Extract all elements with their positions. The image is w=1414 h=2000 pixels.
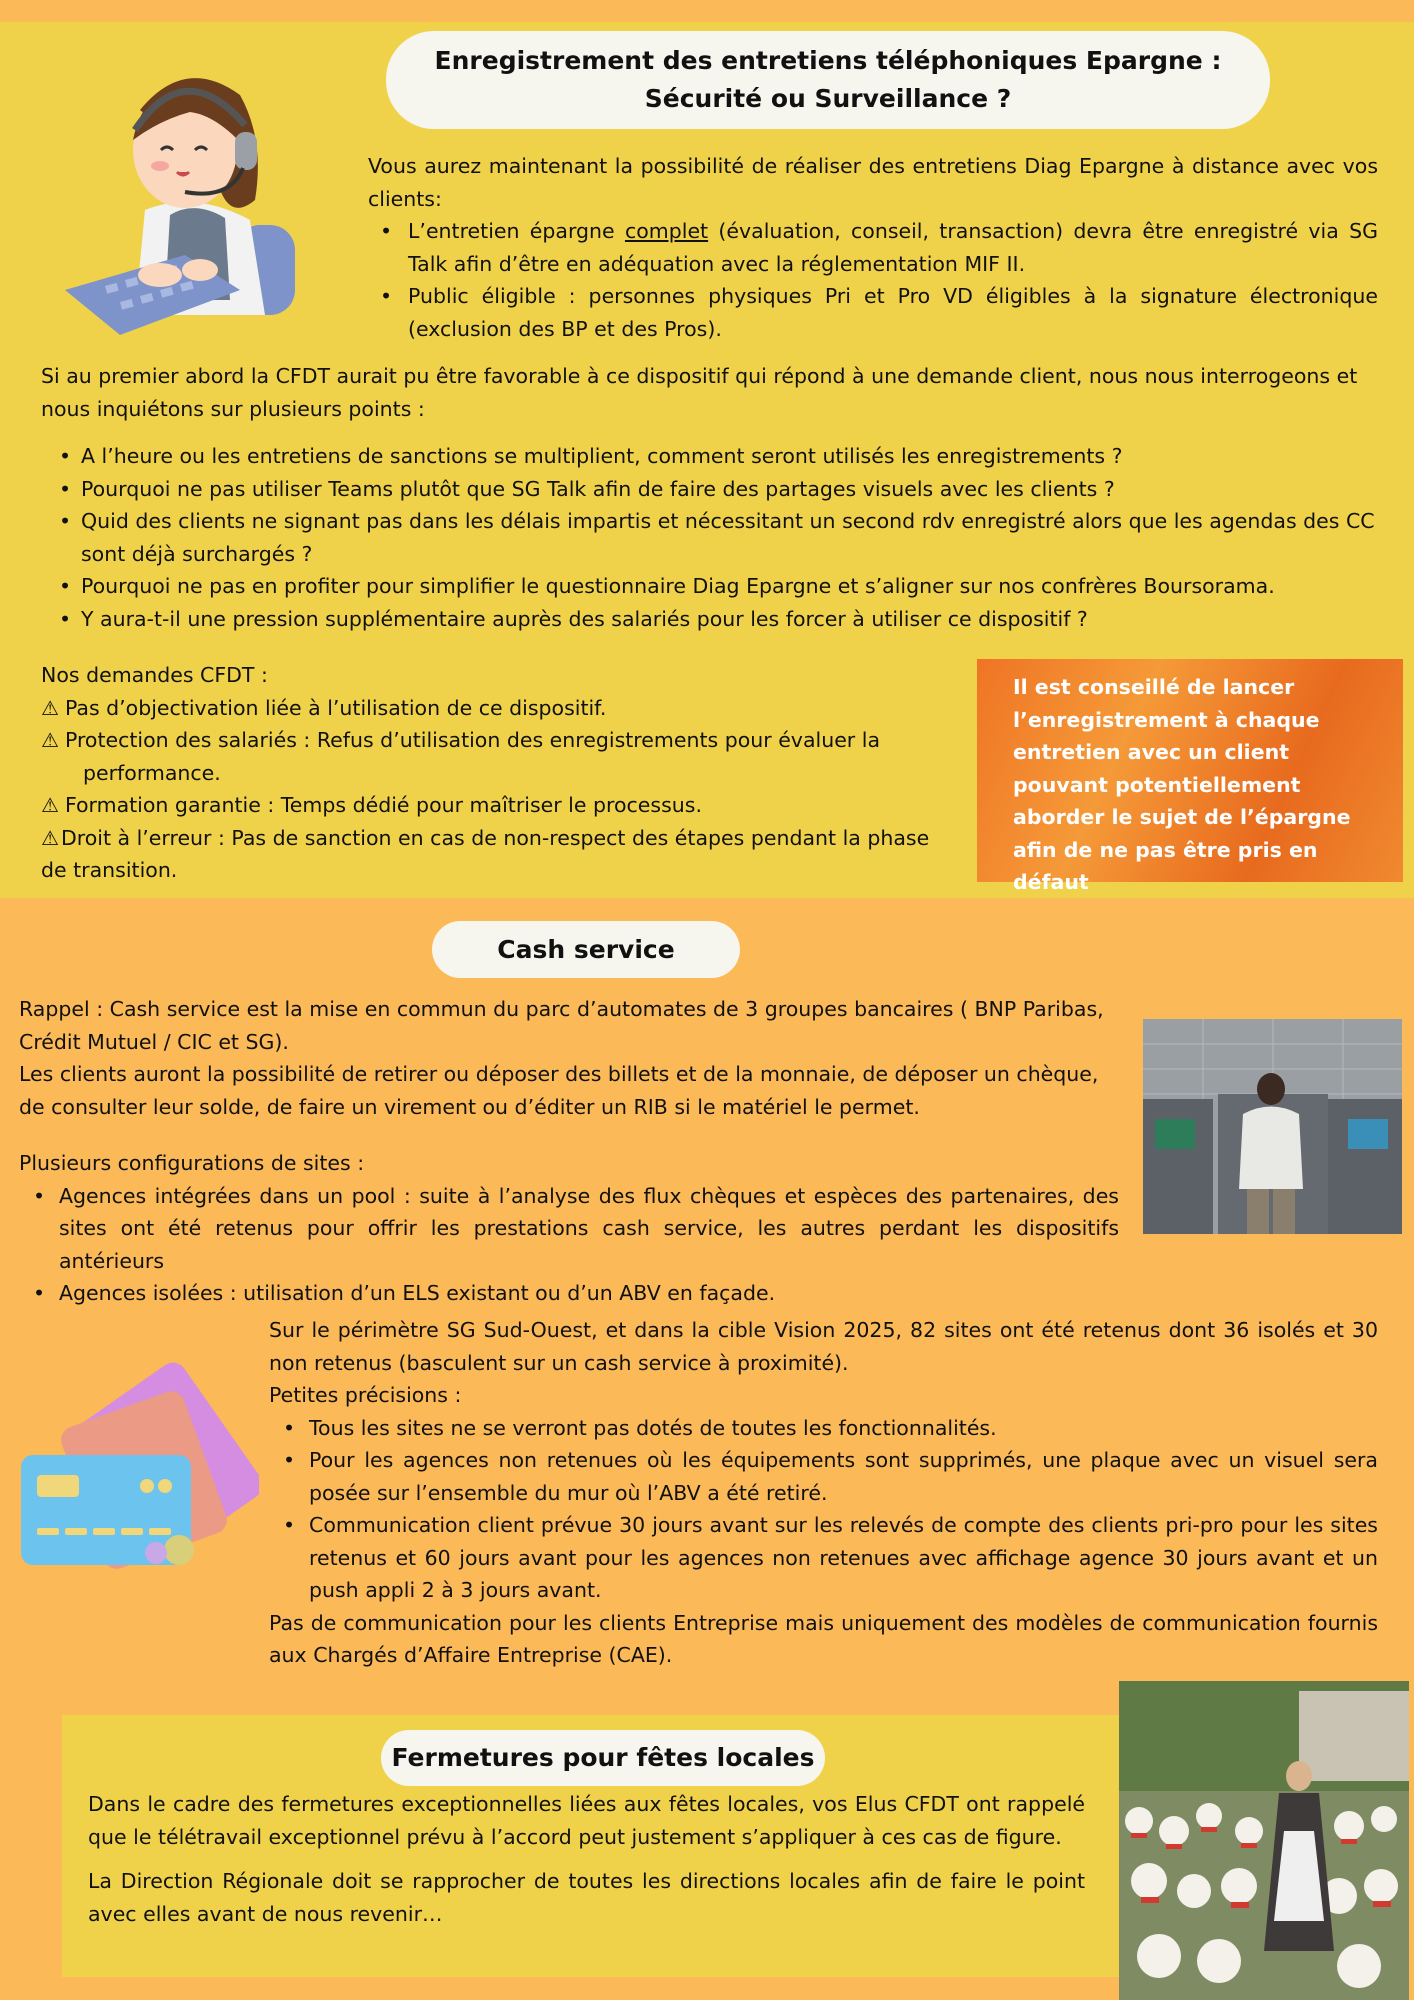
local-festivals-title: Fermetures pour fêtes locales [381,1730,825,1786]
credit-cards-illustration [19,1360,259,1570]
list-item: • Agences isolées : utilisation d’un ELS existant ou d’un ABV en façade. [59,1277,1119,1310]
demand-item: Droit à l’erreur : Pas de sanction en cas de non-respect des étapes pendant la phase [60,825,930,850]
festivals-paragraph-1: Dans le cadre des fermetures exceptionnelles liées aux fêtes locales, vos Elus CFDT ont rappelé que le télétravail exceptionnel prévu à l’accord peut justement s’appliquer à ces cas de figure. [88,1792,1085,1849]
call-center-agent-illustration [65,50,325,345]
local-festivals-text [88,1788,1085,1930]
title-line-1: Enregistrement des entretiens téléphoniques Epargne : [434,46,1222,75]
list-item: • Tous les sites ne se verront pas dotés de toutes les fonctionnalités. [309,1412,1378,1445]
list-item: • Communication client prévue 30 jours avant sur les relevés de compte des clients pri-pro pour les sites retenus et 60 jours avant pour les agences non retenues avec affichage agence 30 jours avant et un push appli 2 à 3 jours avant. [309,1509,1378,1607]
list-item: • A l’heure ou les entretiens de sanctions se multiplient, comment seront utilisés les enregistrements ? [81,440,1379,473]
intro-line: de consulter leur solde, de faire un virement ou d’éditer un RIB si le matériel le permet. [19,1094,920,1119]
closing-paragraph: Pas de communication pour les clients Entreprise mais uniquement des modèles de communication fournis aux Chargés d’Affaire Entreprise (CAE). [269,1610,1378,1667]
warning-triangle-icon: ⚠ [41,728,59,752]
warning-triangle-icon: ⚠ [41,825,59,850]
precisions-heading: Petites précisions : [269,1383,462,1407]
list-item: • Pourquoi ne pas utiliser Teams plutôt que SG Talk afin de faire des partages visuels avec les clients ? [81,473,1379,506]
list-item: • Quid des clients ne signant pas dans les délais impartis et nécessitant un second rdv enregistré alors que les agendas des CC sont déjà surchargés ? [81,505,1379,570]
festival-crowd-photo [1119,1681,1409,2000]
intro-line: Rappel : Cash service est la mise en commun du parc d’automates de 3 groupes bancaires ( BNP Paribas, [19,997,1104,1021]
intro-paragraph: Vous aurez maintenant la possibilité de réaliser des entretiens Diag Epargne à distance avec vos clients: [368,154,1378,211]
demand-item: Formation garantie : Temps dédié pour maîtriser le processus. [64,793,702,817]
list-item: • L’entretien épargne complet (évaluation, conseil, transaction) devra être enregistré via SG Talk afin d’être en adéquation avec la réglementation MIF II. [408,215,1378,280]
cash-service-intro [19,993,1119,1123]
phone-recording-title [386,31,1270,129]
intro-bullet-list [408,215,1378,345]
demand-item-continued: performance. [83,760,221,785]
demands-heading: Nos demandes CFDT : [41,663,268,687]
demand-item: Pas d’objectivation liée à l’utilisation de ce dispositif. [64,695,607,720]
intro-line: Crédit Mutuel / CIC et SG). [19,1029,289,1054]
site-configurations [19,1147,1119,1310]
list-item: • Public éligible : personnes physiques Pri et Pro VD éligibles à la signature électronique (exclusion des BP et des Pros). [408,280,1378,345]
demand-item: Protection des salariés : Refus d’utilisation des enregistrements pour évaluer la [64,728,881,752]
demand-item-continued: de transition. [41,858,178,882]
sud-ouest-perimeter [269,1314,1378,1672]
atm-photo [1143,1019,1402,1234]
festivals-paragraph-2: La Direction Régionale doit se rapprocher de toutes les directions locales afin de faire le point avec elles avant de nous revenir… [88,1869,1085,1926]
cash-service-title: Cash service [432,921,740,978]
title-line-2: Sécurité ou Surveillance ? [644,84,1012,113]
phone-recording-intro [368,150,1378,345]
configs-heading: Plusieurs configurations de sites : [19,1151,365,1175]
list-item: • Agences intégrées dans un pool : suite à l’analyse des flux chèques et espèces des partenaires, des sites ont été retenus pour offrir les prestations cash service, les autres perdant les dispositifs antérieurs [59,1180,1119,1278]
list-item: • Pour les agences non retenues où les équipements sont supprimés, une plaque avec un visuel sera posée sur l’ensemble du mur où l’ABV a été retiré. [309,1444,1378,1509]
intro-line: Les clients auront la possibilité de retirer ou déposer des billets et de la monnaie, de déposer un chèque, [19,1062,1099,1086]
perimeter-paragraph: Sur le périmètre SG Sud-Ouest, et dans la cible Vision 2025, 82 sites ont été retenus dont 36 isolés et 30 non retenus (basculent sur un cash service à proximité). [269,1318,1378,1375]
warning-triangle-icon: ⚠ [41,793,59,817]
list-item: • Y aura-t-il une pression supplémentaire auprès des salariés pour les forcer à utiliser ce dispositif ? [81,603,1379,636]
cfdt-demands [41,659,971,887]
warning-triangle-icon: ⚠ [41,695,59,720]
complet-underlined: complet [624,219,709,243]
list-item: • Pourquoi ne pas en profiter pour simplifier le questionnaire Diag Epargne et s’aligner sur nos confrères Boursorama. [81,570,1379,603]
concern-points [41,440,1379,635]
recording-advice-callout: Il est conseillé de lancer l’enregistrement à chaque entretien avec un client pouvant potentiellement aborder le sujet de l’épargne afin de ne pas être pris en défaut [977,659,1403,882]
cfdt-concern-paragraph: Si au premier abord la CFDT aurait pu être favorable à ce dispositif qui répond à une demande client, nous nous interrogeons et nous inquiétons sur plusieurs points : [41,364,1358,421]
